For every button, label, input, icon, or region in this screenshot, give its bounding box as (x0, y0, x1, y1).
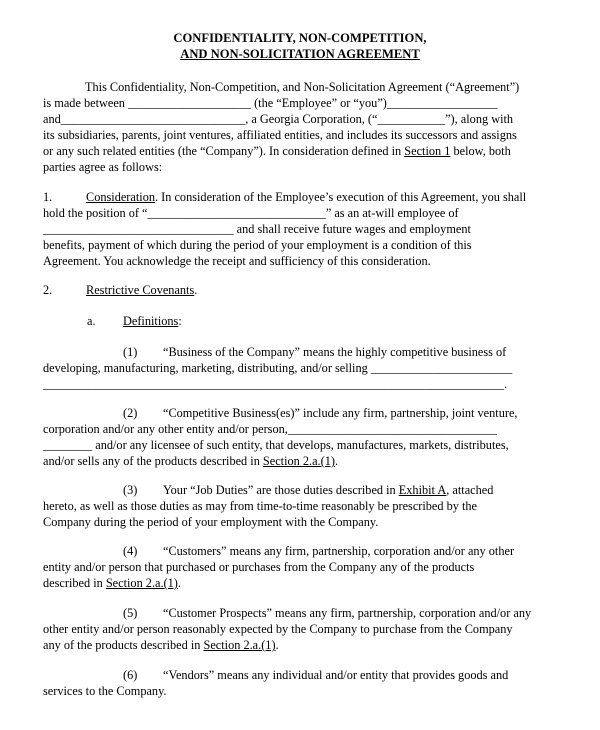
exhibit-a-link[interactable]: Exhibit A (398, 483, 447, 497)
agreement-title (0, 30, 600, 62)
section-1-line: benefits, payment of which during the period of your employment is a condition of this (43, 238, 472, 252)
section-number: 2. (43, 283, 53, 297)
definition-line: corporation and/or any other entity and/or person,__________________________________ (43, 422, 497, 436)
definition-line: described in Section 2.a.(1). (43, 576, 181, 590)
subsection-letter: a. (87, 314, 96, 328)
definition-5 (43, 605, 563, 653)
intro-line: and______________________________, a Georgia Corporation, (“___________”), along with (43, 112, 514, 126)
title-line-2: AND NON-SOLICITATION AGREEMENT (180, 47, 420, 61)
definition-1 (43, 344, 563, 392)
definition-line: other entity and/or person reasonably expected by the Company to purchase from the Company (43, 622, 513, 636)
definition-number: (2) (123, 406, 138, 420)
intro-line: its subsidiaries, parents, joint ventures, affiliated entities, and includes its successors and assigns (43, 128, 517, 142)
definition-number: (1) (123, 345, 138, 359)
definition-line: Company during the period of your employment with the Company. (43, 515, 379, 529)
section-1-line: _______________________________ and shall receive future wages and employment (43, 222, 471, 236)
section-1-line: hold the position of “_____________________________” as an at-will employee of (43, 206, 459, 220)
definition-2 (43, 405, 563, 469)
intro-line: This Confidentiality, Non-Competition, and Non-Solicitation Agreement (“Agreement”) (85, 80, 520, 94)
section-heading: Consideration (86, 190, 155, 204)
section-2a-heading-line: a. Definitions: (87, 314, 182, 328)
definition-line: services to the Company. (43, 684, 167, 698)
intro-paragraph (43, 79, 563, 175)
intro-line: parties agree as follows: (43, 160, 163, 174)
section-2a-definitions (43, 313, 563, 329)
definition-line: (4) “Customers” means any firm, partnership, corporation and/or any other (123, 544, 515, 558)
section-1-line: 1. Consideration. In consideration of the Employee’s execution of this Agreement, you shall (43, 190, 527, 204)
definition-3 (43, 482, 563, 530)
definition-line: (1) “Business of the Company” means the highly competitive business of (123, 345, 507, 359)
definition-number: (5) (123, 606, 138, 620)
section-1-line: Agreement. You acknowledge the receipt and sufficiency of this consideration. (43, 254, 431, 268)
definition-number: (3) (123, 483, 138, 497)
subsection-heading: Definitions (123, 314, 179, 328)
section-number: 1. (43, 190, 53, 204)
definition-number: (6) (123, 668, 138, 682)
definition-line: and/or sells any of the products described in Section 2.a.(1). (43, 454, 339, 468)
section-2-heading-line: 2. Restrictive Covenants. (43, 283, 198, 297)
section-2a1-link[interactable]: Section 2.a.(1) (203, 638, 276, 652)
definition-line: hereto, as well as those duties as may from time-to-time reasonably be prescribed by the (43, 499, 478, 513)
section-heading: Restrictive Covenants (86, 283, 195, 297)
definition-line: ___________________________________________________________________________. (43, 377, 508, 391)
section-1-link[interactable]: Section 1 (404, 144, 451, 158)
definition-line: entity and/or person that purchased or purchases from the Company any of the products (43, 560, 475, 574)
definition-line: (5) “Customer Prospects” means any firm, partnership, corporation and/or any (123, 606, 532, 620)
definition-line: any of the products described in Section 2.a.(1). (43, 638, 279, 652)
definition-line: developing, manufacturing, marketing, distributing, and/or selling _______________________ (43, 361, 513, 375)
section-2a1-link[interactable]: Section 2.a.(1) (262, 454, 335, 468)
section-1-consideration (43, 189, 563, 269)
definition-6 (43, 667, 563, 699)
section-2a1-link[interactable]: Section 2.a.(1) (105, 576, 178, 590)
intro-line: is made between ____________________ (the “Employee” or “you”)__________________ (43, 96, 498, 110)
definition-line: (6) “Vendors” means any individual and/or entity that provides goods and (123, 668, 509, 682)
definition-number: (4) (123, 544, 138, 558)
definition-line: ________ and/or any licensee of such entity, that develops, manufactures, markets, distributes, (43, 438, 509, 452)
section-2-restrictive-covenants (43, 282, 563, 298)
definition-line: (3) Your “Job Duties” are those duties described in Exhibit A, attached (123, 483, 494, 497)
definition-line: (2) “Competitive Business(es)” include any firm, partnership, joint venture, (123, 406, 518, 420)
definition-4 (43, 543, 563, 591)
title-line-1: CONFIDENTIALITY, NON-COMPETITION, (173, 31, 427, 45)
intro-line: or any such related entities (the “Company”). In consideration defined in Section 1 below, both (43, 144, 511, 158)
